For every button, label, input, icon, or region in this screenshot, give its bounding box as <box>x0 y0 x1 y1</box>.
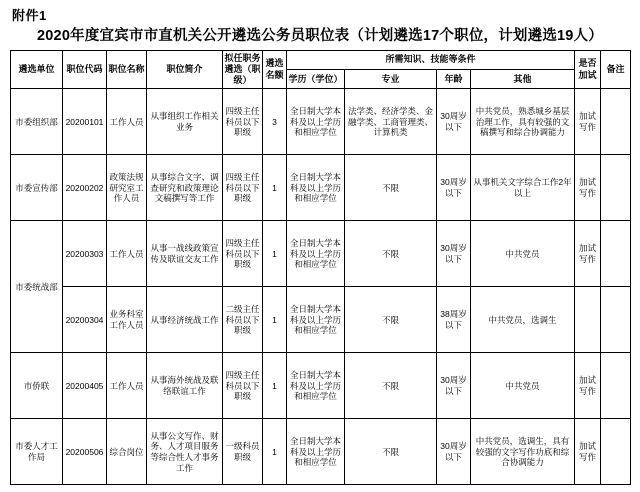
cell-unit: 市委组织部 <box>11 89 63 155</box>
cell-job-intro: 从事公文写作、财务、人才项目服务等综合性人才事务工作 <box>147 419 223 485</box>
cell-exam: 加试写作 <box>575 353 601 419</box>
header-quota: 遴选名额 <box>263 50 287 89</box>
cell-remark <box>601 287 631 353</box>
cell-quota: 1 <box>263 221 287 287</box>
cell-education: 全日制大学本科及以上学历和相应学位 <box>287 89 345 155</box>
cell-age: 30周岁以下 <box>437 419 471 485</box>
cell-unit: 市侨联 <box>11 353 63 419</box>
cell-major: 不限 <box>345 287 437 353</box>
header-education: 学历（学位） <box>287 70 345 89</box>
cell-major: 不限 <box>345 155 437 221</box>
table-row <box>11 89 631 155</box>
job-positions-table <box>10 50 631 486</box>
cell-remark <box>601 353 631 419</box>
cell-major: 不限 <box>345 353 437 419</box>
cell-remark <box>601 89 631 155</box>
cell-quota: 1 <box>263 353 287 419</box>
cell-exam: 加试写作 <box>575 89 601 155</box>
cell-job-intro: 从事组织工作相关业务 <box>147 89 223 155</box>
cell-other: 中共党员，熟悉城乡基层治理工作，具有较强的文稿撰写和综合协调能力 <box>471 89 575 155</box>
cell-major: 不限 <box>345 221 437 287</box>
header-unit: 遴选单位 <box>11 50 63 89</box>
cell-major: 不限 <box>345 419 437 485</box>
cell-exam: 加试写作 <box>575 155 601 221</box>
cell-code: 20200101 <box>63 89 107 155</box>
cell-unit: 市委人才工作局 <box>11 419 63 485</box>
cell-job-intro: 从事一战线政策宣传及联谊交友工作 <box>147 221 223 287</box>
cell-age: 30周岁以下 <box>437 155 471 221</box>
cell-unit: 市委宣传部 <box>11 155 63 221</box>
table-header-row-1 <box>11 50 631 69</box>
cell-education: 全日制大学本科及以上学历和相应学位 <box>287 155 345 221</box>
cell-rank: 二级主任科员以下职级 <box>223 287 263 353</box>
table-row <box>11 155 631 221</box>
cell-job-name: 工作人员 <box>107 221 147 287</box>
cell-major: 法学类、经济学类、金融学类、工商管理类、计算机类 <box>345 89 437 155</box>
cell-code: 20200303 <box>63 221 107 287</box>
header-exam: 是否加试 <box>575 50 601 89</box>
cell-exam <box>575 287 601 353</box>
table-row <box>11 287 631 353</box>
cell-remark <box>601 155 631 221</box>
cell-rank: 四级主任科员以下职级 <box>223 221 263 287</box>
cell-remark <box>601 419 631 485</box>
cell-exam: 加试写作 <box>575 221 601 287</box>
header-age: 年龄 <box>437 70 471 89</box>
cell-rank: 四级主任科员以下职级 <box>223 89 263 155</box>
cell-job-intro: 从事综合文字、调查研究和政策理论文稿撰写等工作 <box>147 155 223 221</box>
cell-rank: 一级科员职级 <box>223 419 263 485</box>
cell-job-name: 综合岗位 <box>107 419 147 485</box>
cell-other: 中共党员，选调生，具有较强的文字写作功底和综合协调能力 <box>471 419 575 485</box>
header-code: 职位代码 <box>63 50 107 89</box>
cell-code: 20200202 <box>63 155 107 221</box>
header-job-name: 职位名称 <box>107 50 147 89</box>
header-remark: 备注 <box>601 50 631 89</box>
cell-exam: 加试写作 <box>575 419 601 485</box>
cell-rank: 四级主任科员以下职级 <box>223 155 263 221</box>
cell-education: 全日制大学本科及以上学历和相应学位 <box>287 287 345 353</box>
header-major: 专业 <box>345 70 437 89</box>
cell-age: 30周岁以下 <box>437 221 471 287</box>
cell-age: 30周岁以下 <box>437 353 471 419</box>
table-row <box>11 221 631 287</box>
header-job-intro: 职位简介 <box>147 50 223 89</box>
cell-code: 20200304 <box>63 287 107 353</box>
table-row <box>11 353 631 419</box>
cell-age: 30周岁以下 <box>437 89 471 155</box>
cell-quota: 3 <box>263 89 287 155</box>
cell-job-intro: 从事经济统战工作 <box>147 287 223 353</box>
cell-education: 全日制大学本科及以上学历和相应学位 <box>287 353 345 419</box>
cell-education: 全日制大学本科及以上学历和相应学位 <box>287 221 345 287</box>
cell-quota: 1 <box>263 155 287 221</box>
cell-remark <box>601 221 631 287</box>
cell-rank: 四级主任科员以下职级 <box>223 353 263 419</box>
header-requirements-group: 所需知识、技能等条件 <box>287 50 575 69</box>
cell-other: 中共党员，选调生 <box>471 287 575 353</box>
cell-age: 38周岁以下 <box>437 287 471 353</box>
cell-other: 中共党员 <box>471 353 575 419</box>
cell-other: 中共党员 <box>471 221 575 287</box>
cell-job-name: 工作人员 <box>107 353 147 419</box>
header-rank: 拟任职务遴选（职级） <box>223 50 263 89</box>
cell-quota: 1 <box>263 419 287 485</box>
cell-job-intro: 从事海外统战及联络联谊工作 <box>147 353 223 419</box>
attachment-label: 附件1 <box>12 8 47 23</box>
cell-job-name: 工作人员 <box>107 89 147 155</box>
cell-other: 从事机关文字综合工作2年以上 <box>471 155 575 221</box>
cell-education: 全日制大学本科及以上学历和相应学位 <box>287 419 345 485</box>
cell-job-name: 业务科室工作人员 <box>107 287 147 353</box>
cell-code: 20200506 <box>63 419 107 485</box>
page-title: 2020年度宜宾市市直机关公开遴选公务员职位表（计划遴选17个职位，计划遴选19人） <box>37 27 603 44</box>
cell-code: 20200405 <box>63 353 107 419</box>
table-row <box>11 419 631 485</box>
cell-job-name: 政策法规研究室工作人员 <box>107 155 147 221</box>
header-other: 其他 <box>471 70 575 89</box>
cell-unit: 市委统战部 <box>11 221 63 353</box>
cell-quota: 1 <box>263 287 287 353</box>
